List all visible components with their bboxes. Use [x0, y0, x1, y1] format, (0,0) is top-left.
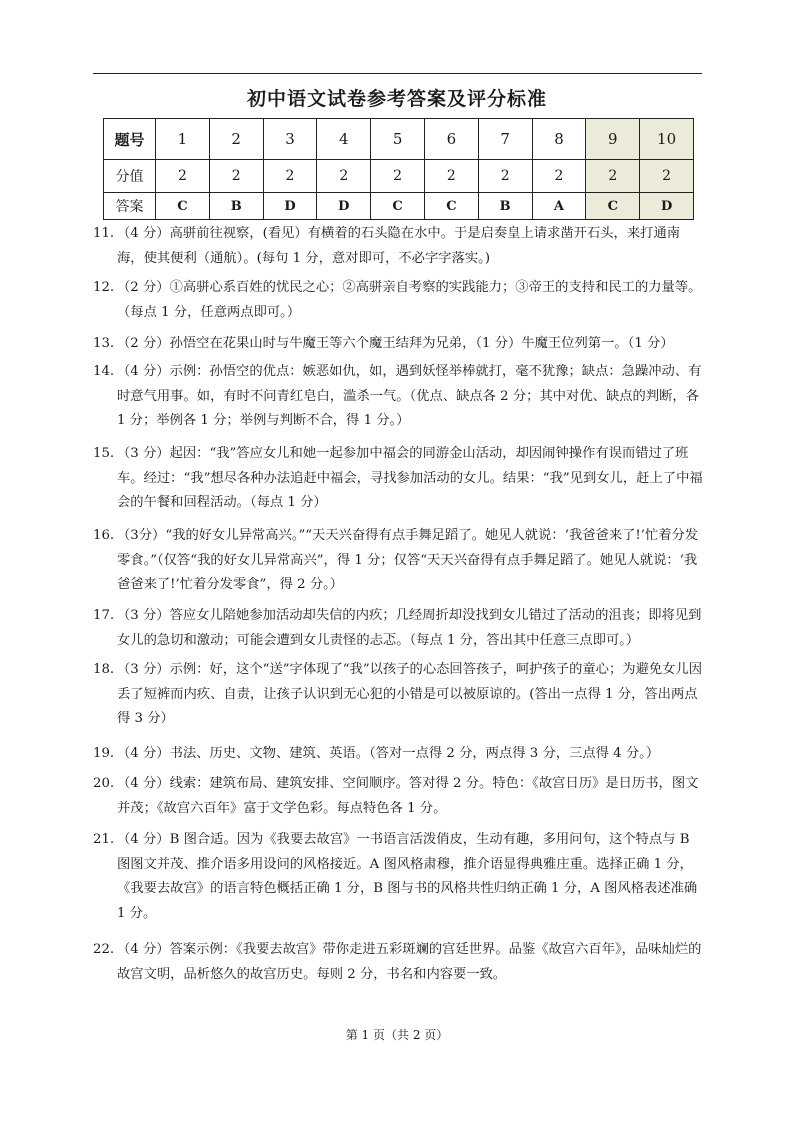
table-cell: 2 [209, 119, 263, 160]
table-cell: C [586, 193, 640, 220]
table-cell: B [209, 193, 263, 220]
table-cell: 7 [478, 119, 532, 160]
item-number: 22. [93, 942, 115, 957]
answer-item-17 [93, 604, 705, 656]
item-text: （4 分）答案示例：《我要去故宫》带你走进五彩斑斓的宫廷世界。品鉴《故宫六百年》，品味灿烂的故宫文明，品析悠久的故宫历史。每则 2 分，书名和内容要一致。 [117, 942, 702, 982]
page-title: 初中语文试卷参考答案及评分标准 [246, 88, 547, 110]
item-number: 13. [93, 336, 115, 351]
answer-item-18 [93, 658, 705, 740]
row-label-answer: 答案 [104, 193, 156, 220]
row-label-score: 分值 [104, 160, 156, 193]
answer-item-16 [93, 524, 705, 602]
item-number: 11. [93, 226, 115, 241]
table-cell: 8 [532, 119, 586, 160]
table-cell: A [532, 193, 586, 220]
table-cell: 10 [640, 119, 694, 160]
table-cell: 1 [156, 119, 210, 160]
item-number: 15. [93, 446, 115, 461]
item-text: （4 分）B 图合适。因为《我要去故宫》一书语言活泼俏皮，生动有趣，多用问句，这个特点与 B 图图文并茂、推介语多用设问的风格接近。A 图风格肃穆，推介语显得典雅庄重。选择正确 1 分，《我要去故宫》的语言特色概括正确 1 分，B 图与书的风格共性归纳正确 1 分，A 图风格表述准确 1 分。 [117, 832, 702, 921]
item-number: 14. [93, 364, 115, 379]
page-footer: 第 1 页（共 2 页） [345, 1028, 449, 1042]
item-number: 19. [93, 746, 115, 761]
item-text: （4 分）书法、历史、文物、建筑、英语。（答对一点得 2 分，两点得 3 分，三点得 4 分。） [117, 746, 660, 761]
table-cell: 3 [263, 119, 317, 160]
answer-item-15 [93, 442, 705, 522]
table-cell: 2 [317, 160, 371, 193]
item-text: （3 分）示例：好，这个“送”字体现了“我”以孩子的心态回答孩子，呵护孩子的童心；为避免女儿因丢了短裤而内疚、自责，让孩子认识到无心犯的小错是可以被原谅的。(答出一点得 1 分，答出两点得 3 分） [117, 662, 703, 727]
table-cell: 5 [371, 119, 425, 160]
item-text: （4 分）示例：孙悟空的优点：嫉恶如仇，如，遇到妖怪举棒就打，毫不犹豫；缺点：急躁冲动、有时意气用事。如，有时不问青红皂白，滥杀一气。（优点、缺点各 2 分；其中对优、缺点的判断，各 1 分；举例各 1 分；举例与判断不合，得 1 分。） [117, 364, 704, 429]
answer-item-19 [93, 742, 705, 770]
table-cell: C [371, 193, 425, 220]
item-text: （3 分）答应女儿陪她参加活动却失信的内疚；几经周折却没找到女儿错过了活动的沮丧；即将见到女儿的急切和激动；可能会遭到女儿责怪的忐忑。（每点 1 分，答出其中任意三点即可。） [117, 608, 702, 648]
item-number: 21. [93, 832, 115, 847]
table-cell: 6 [424, 119, 478, 160]
table-cell: 2 [263, 160, 317, 193]
answer-item-12 [93, 276, 705, 330]
table-row-answers [104, 193, 694, 220]
table-cell: 2 [371, 160, 425, 193]
answer-item-14 [93, 360, 705, 438]
item-text: （3分）“我的好女儿异常高兴。”“天天兴奋得有点手舞足蹈了。她见人就说：‘我爸爸来了!’忙着分发零食。”（仅答“我的好女儿异常高兴”，得 1 分；仅答“天天兴奋得有点手舞足蹈了。她见人就说：‘我爸爸来了!’忙着分发零食”，得 2 分。） [117, 528, 699, 593]
item-number: 17. [93, 608, 115, 623]
table-cell: 2 [478, 160, 532, 193]
answer-item-13 [93, 332, 705, 358]
item-number: 18. [93, 662, 115, 677]
item-text: （2 分）孙悟空在花果山时与牛魔王等六个魔王结拜为兄弟，（1 分）牛魔王位列第一。（1 分） [117, 336, 674, 351]
table-cell: 2 [424, 160, 478, 193]
table-cell: D [640, 193, 694, 220]
item-number: 20. [93, 776, 115, 791]
table-row-scores [104, 160, 694, 193]
item-number: 16. [93, 528, 115, 543]
top-rule [93, 73, 702, 74]
table-cell: 2 [209, 160, 263, 193]
answer-item-20 [93, 772, 705, 824]
item-text: （4 分）线索：建筑布局、建筑安排、空间顺序。答对得 2 分。特色：《故宫日历》是日历书，图文并茂；《故宫六百年》富于文学色彩。每点特色各 1 分。 [117, 776, 699, 816]
table-cell: 2 [640, 160, 694, 193]
answer-table [103, 118, 694, 220]
table-cell: D [317, 193, 371, 220]
table-cell: 2 [532, 160, 586, 193]
answer-list [93, 222, 705, 990]
item-text: （4 分）高骈前往视察，(看见）有横着的石头隐在水中。于是启奏皇上请求凿开石头，来打通南海，使其便利（通航）。(每句 1 分，意对即可，不必字字落实。) [117, 226, 681, 266]
table-cell: B [478, 193, 532, 220]
row-label-number: 题号 [104, 119, 156, 160]
item-text: （2 分）①高骈心系百姓的忧民之心；②高骈亲自考察的实践能力；③帝王的支持和民工的力量等。（每点 1 分，任意两点即可。） [117, 280, 702, 320]
answer-item-21 [93, 828, 705, 936]
table-cell: C [424, 193, 478, 220]
table-cell: D [263, 193, 317, 220]
answer-item-22 [93, 938, 705, 990]
answer-item-11 [93, 222, 705, 272]
table-cell: 9 [586, 119, 640, 160]
table-row-numbers [104, 119, 694, 160]
table-cell: 4 [317, 119, 371, 160]
item-number: 12. [93, 280, 115, 295]
item-text: （3 分）起因：“我”答应女儿和她一起参加中福会的同游金山活动，却因闹钟操作有误而错过了班车。经过：“我”想尽各种办法追赶中福会，寻找参加活动的女儿。结果：“我”见到女儿，赶上了中福会的午餐和回程活动。（每点 1 分） [117, 446, 703, 511]
table-cell: 2 [586, 160, 640, 193]
table-cell: 2 [156, 160, 210, 193]
table-cell: C [156, 193, 210, 220]
